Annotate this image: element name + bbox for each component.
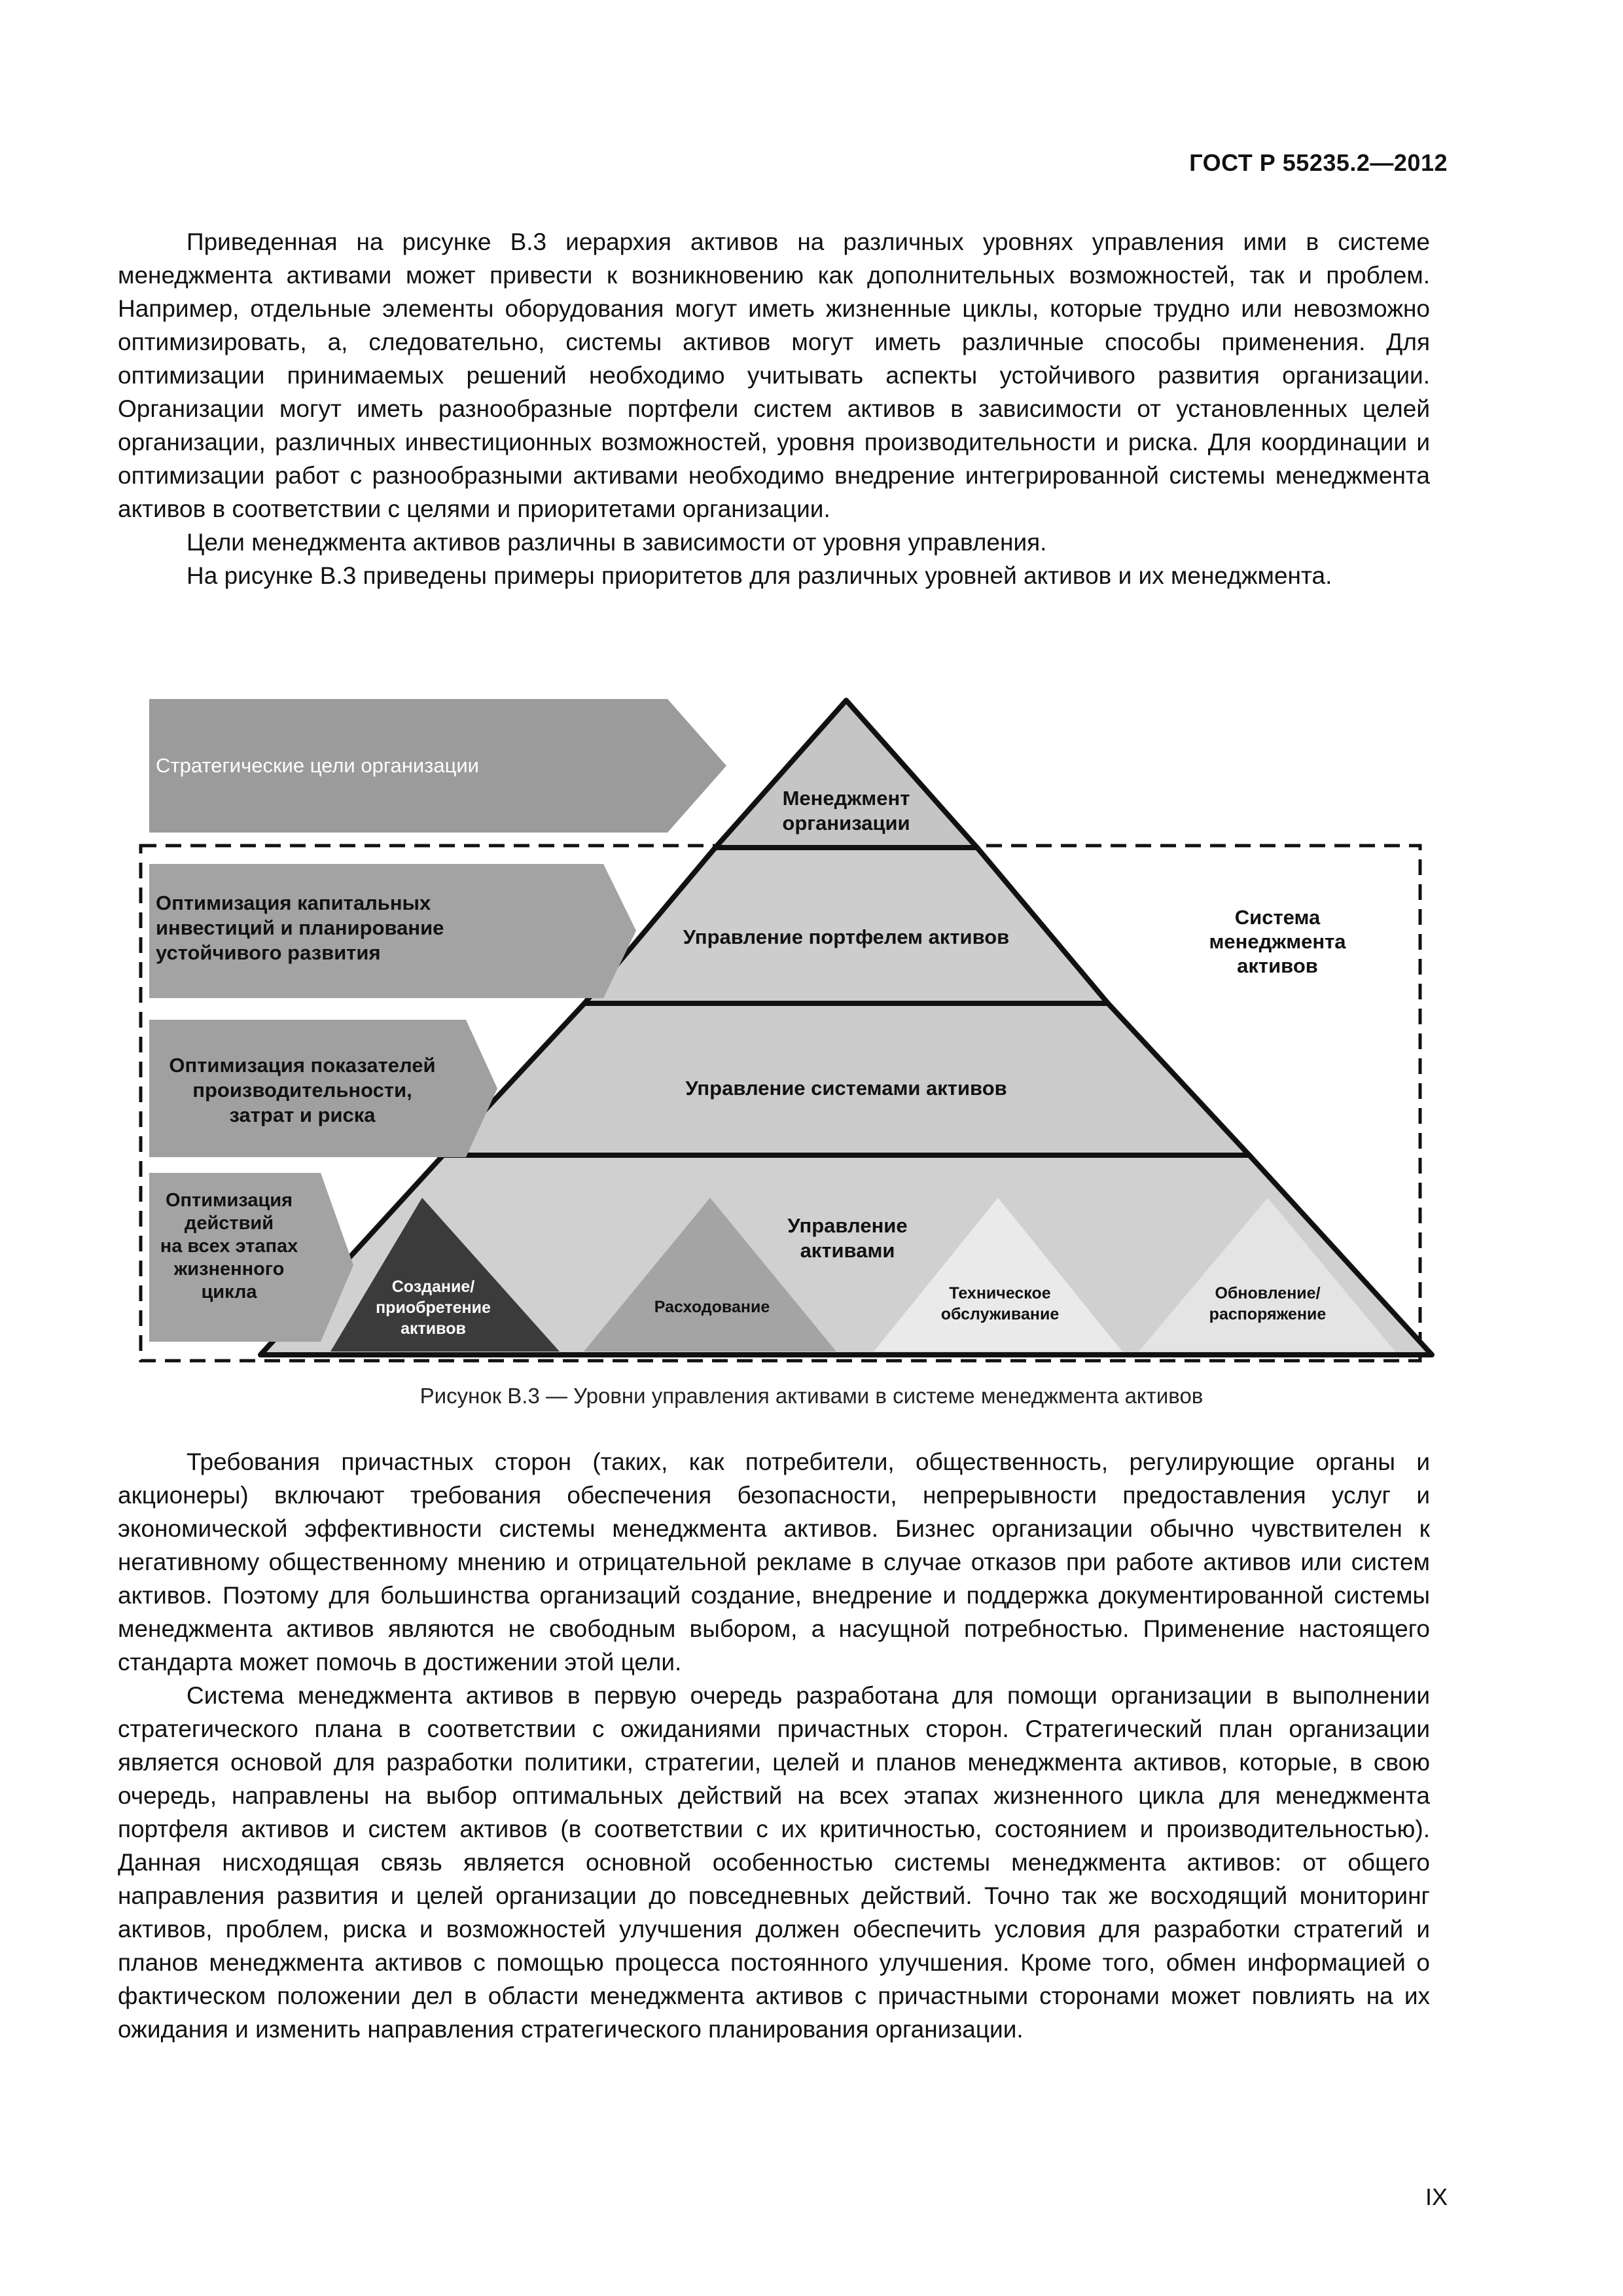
arrow-strategic-goals-text: Стратегические цели организации xyxy=(156,754,479,777)
pyramid-assets-label: Управление xyxy=(787,1214,908,1237)
system-label: активов xyxy=(1237,954,1318,977)
paragraph: Система менеджмента активов в первую очередь разработана для помощи организации в выполнении стратегического плана в соответствии с ожиданиями причастных сторон. Стратегический план организации является основой для разработки политики, стратегии, целей и планов менеджмента активов, которые, в свою очередь, направлены на выбор оптимальных действий на всех этапах жизненного цикла для менеджмента портфеля активов и систем активов (в соответствии с их критичностью, состоянием и производительностью). Данная нисходящая связь является основной особенностью системы менеджмента активов: от общего направления развития и целей организации до повседневных действий. Точно так же восходящий мониторинг активов, проблем, риска и возможностей улучшения должен обеспечить условия для разработки стратегий и планов менеджмента активов с помощью процесса постоянного улучшения. Кроме того, обмен информацией о фактическом положении дел в области менеджмента активов с причастными сторонами может повлиять на их ожидания и изменить направления стратегического планирования организации. xyxy=(118,1682,1430,2043)
page-number: IX xyxy=(1425,2183,1448,2210)
arrow-lifecycle-line: жизненного xyxy=(173,1259,285,1280)
creation-label: Создание/ xyxy=(391,1278,475,1296)
document-id-header: ГОСТ Р 55235.2—2012 xyxy=(1189,149,1448,176)
arrow-lifecycle-line: действий xyxy=(184,1213,274,1234)
maintenance-label: Техническое xyxy=(949,1284,1051,1302)
spending-label: Расходование xyxy=(654,1298,770,1316)
renewal-label: Обновление/ xyxy=(1215,1284,1321,1302)
arrow-lifecycle-line: Оптимизация xyxy=(165,1190,293,1211)
arrow-capital-line: инвестиций и планирование xyxy=(156,916,444,939)
renewal-label: распоряжение xyxy=(1209,1305,1327,1323)
figure-caption: Рисунок В.3 — Уровни управления активами в системе менеджмента активов xyxy=(419,1384,1204,1408)
pyramid-portfolio-label: Управление портфелем активов xyxy=(683,925,1010,948)
arrow-performance-line: производительности, xyxy=(192,1079,412,1102)
asset-management-pyramid-figure xyxy=(131,687,1440,1368)
paragraph: На рисунке В.3 приведены примеры приоритетов для различных уровней активов и их менеджмента. xyxy=(187,562,1332,589)
paragraph: Приведенная на рисунке В.3 иерархия активов на различных уровнях управления ими в системе менеджмента активами может привести к возникновению как дополнительных возможностей, так и проблем. Например, отдельные элементы оборудования могут иметь жизненные циклы, которые трудно или невозможно оптимизировать, а, следовательно, системы активов могут иметь различные способы применения. Для оптимизации принимаемых решений необходимо учитывать аспекты устойчивого развития организации. Организации могут иметь разнообразные портфели систем активов в зависимости от установленных целей организации, различных инвестиционных возможностей, уровня производительности и риска. Для координации и оптимизации работ с разнообразными активами необходимо внедрение интегрированной системы менеджмента активов в соответствии с целями и приоритетами организации. xyxy=(118,228,1430,522)
body-text xyxy=(118,1445,1430,2046)
paragraph: Цели менеджмента активов различны в зависимости от уровня управления. xyxy=(187,529,1047,556)
arrow-performance-line: затрат и риска xyxy=(229,1103,376,1126)
pyramid-diagram xyxy=(131,687,1440,1368)
arrow-lifecycle-line: цикла xyxy=(201,1282,257,1302)
pyramid-top-label: организации xyxy=(782,812,910,834)
system-label: Система xyxy=(1234,906,1321,929)
creation-label: активов xyxy=(401,1319,466,1338)
arrow-performance-line: Оптимизация показателей xyxy=(169,1054,436,1077)
maintenance-label: обслуживание xyxy=(940,1305,1060,1323)
paragraph: Требования причастных сторон (таких, как потребители, общественность, регулирующие органы и акционеры) включают требования обеспечения безопасности, непрерывности предоставления услуг и экономической эффективности системы менеджмента активов. Бизнес организации обычно чувствителен к негативному общественному мнению и отрицательной рекламе в случае отказов при работе активов или систем активов. Поэтому для большинства организаций создание, внедрение и поддержка документированной системы менеджмента активов являются не свободным выбором, а насущной потребностью. Применение настоящего стандарта может помочь в достижении этой цели. xyxy=(118,1448,1430,1676)
creation-label: приобретение xyxy=(376,1299,491,1317)
intro-text xyxy=(118,225,1430,592)
arrow-lifecycle-line: на всех этапах xyxy=(160,1236,298,1257)
system-label: менеджмента xyxy=(1209,930,1346,953)
arrow-capital-line: Оптимизация капитальных xyxy=(156,891,431,914)
arrow-capital-line: устойчивого развития xyxy=(156,941,381,964)
pyramid-assets-label: активами xyxy=(800,1239,895,1262)
pyramid-top-label: Менеджмент xyxy=(782,787,910,810)
pyramid-systems-label: Управление системами активов xyxy=(685,1077,1007,1100)
